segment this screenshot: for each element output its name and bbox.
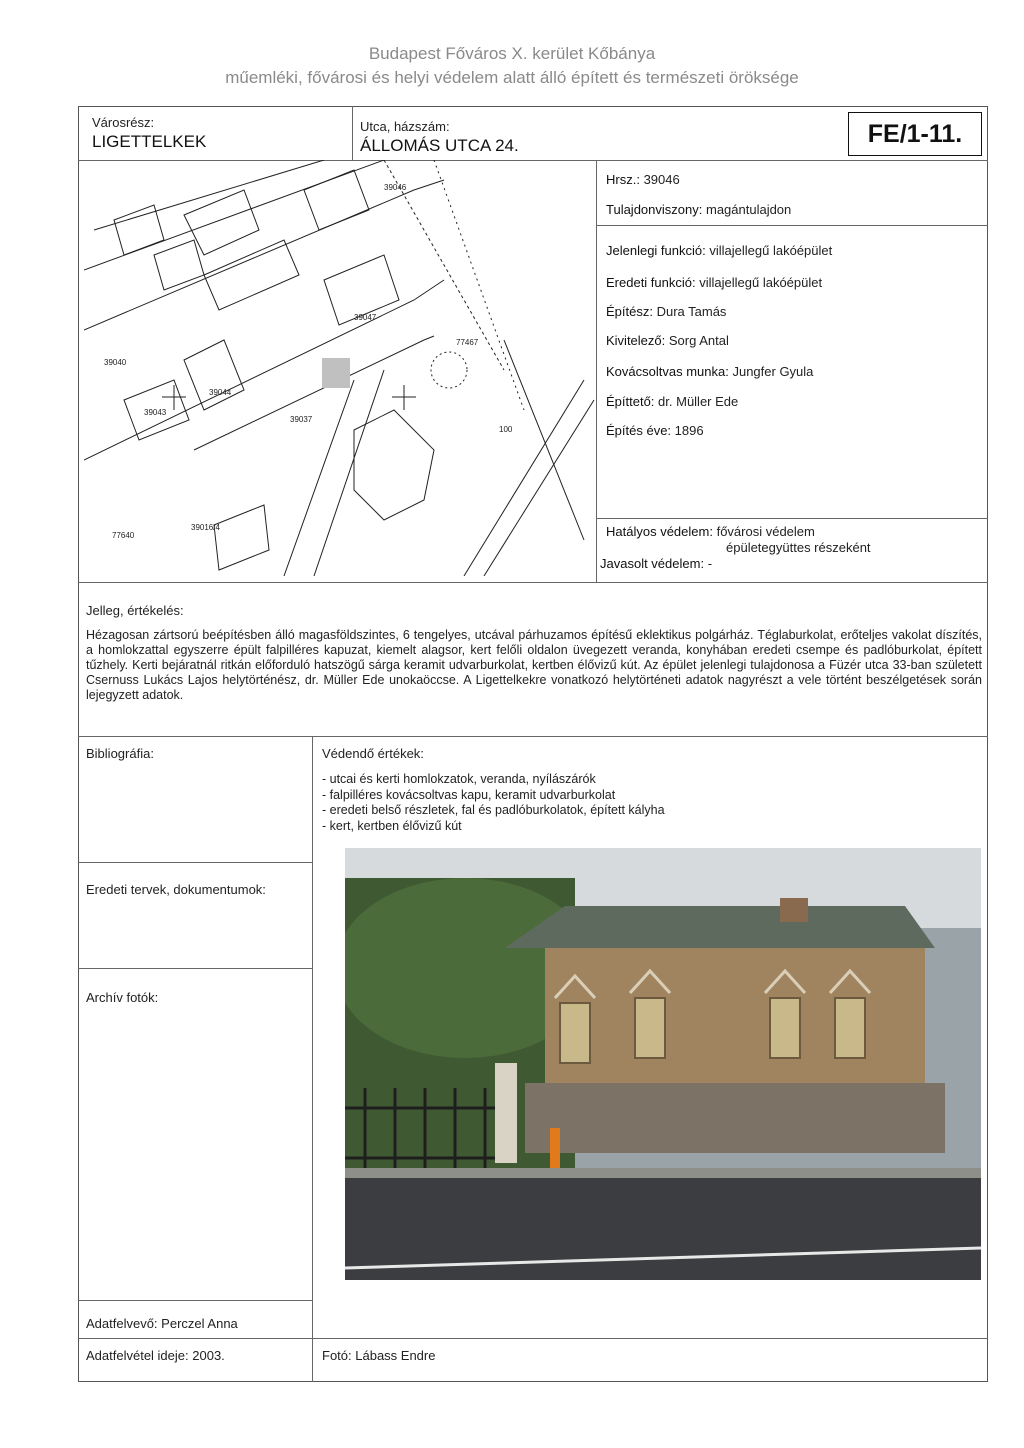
foto-value: Lábass Endre [355, 1348, 436, 1363]
foto-label: Fotó: [322, 1348, 352, 1363]
javasolt-vedelem [600, 556, 712, 571]
jelleg-label: Jelleg, értékelés: [86, 603, 184, 618]
kovacs-value: Jungfer Gyula [732, 364, 814, 379]
tulaj-value: magántulajdon [705, 202, 792, 217]
utca-label: Utca, házszám: [360, 119, 450, 134]
roof [505, 906, 935, 948]
info-separator-2 [596, 518, 988, 519]
map-bottom-line [78, 582, 988, 583]
left-separator-3 [78, 1300, 312, 1301]
varosresz-label: Városrész: [92, 115, 155, 130]
info-separator-1 [596, 225, 988, 226]
header-line-1: Budapest Főváros X. kerület Kőbánya [368, 44, 656, 63]
kivitelezo [606, 333, 729, 348]
kivitelezo-label: Kivitelező: [606, 333, 666, 348]
tulaj-label: Tulajdonviszony: [606, 202, 703, 217]
adatfelvevo-label: Adatfelvevő: [86, 1316, 158, 1331]
kovacsoltvas-munka [606, 364, 813, 379]
adatfelvevo-value: Perczel Anna [161, 1316, 238, 1331]
map-label-6: 77467 [456, 338, 479, 347]
map-label-4: 39044 [209, 388, 232, 397]
jelleg-bottom-line [78, 736, 988, 737]
basement-wall [525, 1083, 945, 1153]
javasolt-label: Javasolt védelem: [600, 556, 705, 571]
hrsz-value: 39046 [643, 172, 680, 187]
map-label-9: 39037 [290, 415, 313, 424]
eredeti-funkcio [606, 275, 822, 290]
varosresz-value: LIGETTELKEK [92, 132, 207, 151]
hatalyos-vedelem-2: épületegyüttes részeként [726, 540, 871, 555]
javasolt-value: - [707, 556, 713, 571]
building-facade [545, 948, 925, 1098]
utca-value: ÁLLOMÁS UTCA 24. [360, 136, 519, 155]
epites-eve [606, 423, 704, 438]
vedendo-item: - falpilléres kovácsoltvas kapu, keramit udvarburkolat [322, 787, 616, 802]
epitesz [606, 304, 726, 319]
left-separator-2 [78, 968, 312, 969]
adatfelvevo [86, 1316, 238, 1331]
jelenlegi-funkcio [606, 243, 832, 258]
ev-value: 1896 [674, 423, 704, 438]
jelleg-text: Hézagosan zártsorú beépítésben álló magasföldszintes, 6 tengelyes, utcával párhuzamos építésű eklektikus polgárház. Téglaburkolat, erőteljes vakolat díszítés, a homlokzattal egyszerre épült falpilléres kapuzat, kiemelt alagsor, kert felőli oldalon üvegezett veranda, konyhában eredeti csempe és padlóburkolat, épített tűzhely. Kerti bejáratnál ritkán előforduló hatszögű sárga keramit udvarburkolat, kertben élővizű kút. Az épület jelenlegi tulajdonosa a Füzér utca 33-ban született Csernuss Lukács Lajos helytörténész, dr. Müller Ede unokaöccse. A Ligettelkekre vonatkozó helytörténeti adatok nagyrészt a vele történt beszélgetések során lejegyzett adatok. [86, 628, 982, 702]
vedendo-item: - kert, kertben élővizű kút [322, 818, 462, 833]
ideje-value: 2003. [192, 1348, 225, 1363]
bottom-row-line [78, 1338, 988, 1339]
eredeti-tervek-label: Eredeti tervek, dokumentumok: [86, 882, 266, 897]
header-line-2: műemléki, fővárosi és helyi védelem alatt álló épített és természeti öröksége [225, 68, 799, 87]
map-label-10: 39016/4 [191, 523, 220, 532]
hatalyos-label: Hatályos védelem: [606, 524, 713, 539]
epitteto [606, 394, 738, 409]
hrsz [606, 172, 680, 187]
orange-post [550, 1128, 560, 1173]
jelenlegi-label: Jelenlegi funkció: [606, 243, 706, 258]
map-label-2: 39047 [354, 313, 377, 322]
foto-credit [322, 1348, 435, 1363]
vedendo-label: Védendő értékek: [322, 746, 424, 761]
gate-pillar [495, 1063, 517, 1163]
ev-label: Építés éve: [606, 423, 672, 438]
map-label-8: 100 [499, 425, 513, 434]
bibliografia-label: Bibliográfia: [86, 746, 154, 761]
kovacs-label: Kovácsoltvas munka: [606, 364, 729, 379]
jelenlegi-value: villajellegű lakóépület [709, 243, 833, 258]
hatalyos-vedelem [606, 524, 815, 539]
map-label-5: 39043 [144, 408, 167, 417]
ideje-label: Adatfelvétel ideje: [86, 1348, 189, 1363]
eredeti-label: Eredeti funkció: [606, 275, 696, 290]
eredeti-value: villajellegű lakóépület [699, 275, 823, 290]
epitteto-label: Építtető: [606, 394, 655, 409]
hrsz-label: Hrsz.: [606, 172, 640, 187]
record-code: FE/1-11. [848, 112, 982, 156]
vedendo-item: - eredeti belső részletek, fal és padlóburkolatok, épített kályha [322, 803, 665, 817]
left-separator-1 [78, 862, 312, 863]
highlighted-parcel [322, 358, 350, 388]
map-label-3: 39040 [104, 358, 127, 367]
map-label-1: 39046 [384, 183, 407, 192]
tulajdonviszony [606, 202, 791, 217]
building-photo [345, 848, 981, 1280]
cadastral-map [84, 160, 596, 576]
epitteto-value: dr. Müller Ede [658, 394, 739, 409]
archiv-fotok-label: Archív fotók: [86, 990, 159, 1005]
lower-column-divider [312, 736, 313, 1382]
hatalyos-value: fővárosi védelem [716, 524, 815, 539]
kivitelezo-value: Sorg Antal [668, 333, 729, 348]
adatfelvetel-ideje [86, 1348, 225, 1363]
vedendo-item: - utcai és kerti homlokzatok, veranda, nyílászárók [322, 772, 596, 786]
top-divider [352, 106, 353, 160]
epitesz-value: Dura Tamás [656, 304, 727, 319]
map-label-7: 77640 [112, 531, 135, 540]
vedendo-list [322, 772, 665, 834]
epitesz-label: Építész: [606, 304, 653, 319]
